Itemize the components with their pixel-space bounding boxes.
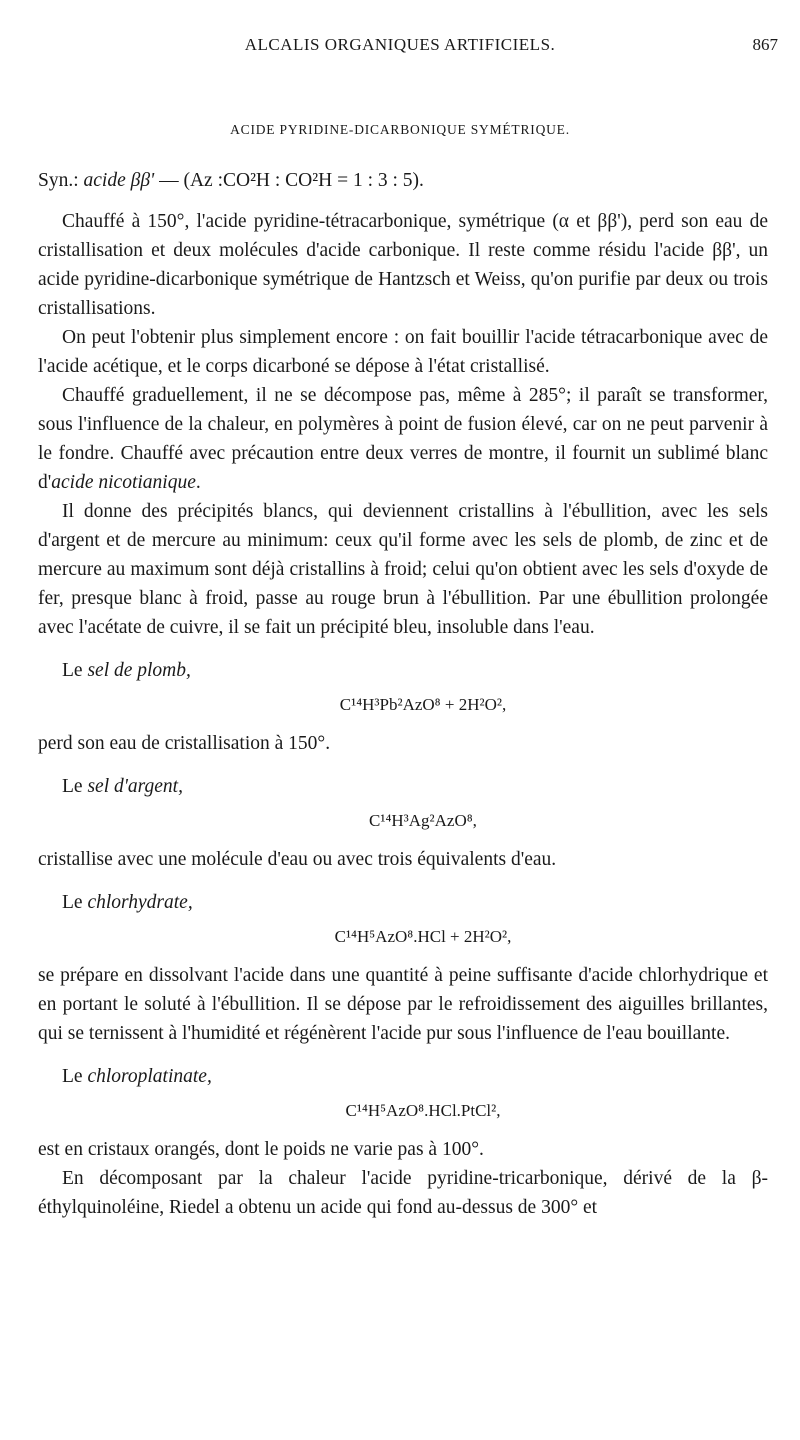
chloroplatinate-text: est en cristaux orangés, dont le poids ne varie pas à 100°. [38,1139,484,1160]
paragraph-sublimation [38,381,768,497]
paragraph-riedel: En décomposant par la chaleur l'acide pyridine-tricarbonique, dérivé de la β-éthylquinoléine, Riedel a obtenu un acide qui fond au-dessus de 300° et [38,1168,768,1218]
lead-salt-label: Le sel de plomb, [62,660,191,681]
lead-salt-text: perd son eau de cristallisation à 150°. [38,733,331,754]
silver-salt-label: Le sel d'argent, [62,776,183,797]
lead-salt-formula: C¹⁴H³Pb²AzO⁸ + 2H²O², [339,695,507,714]
section-title: ACIDE PYRIDINE-DICARBONIQUE SYMÉTRIQUE. [230,122,570,137]
paragraph-precipitates: Il donne des précipités blancs, qui deviennent cristallins à l'ébullition, avec les sels d'argent et de mercure au minimum: ceux qu'il forme avec les sels de plomb, de zinc et de mercure au maximum sont déjà cristallins à froid; celui qu'on obtient avec les sels d'oxyde de fer, presque blanc à froid, passe au rouge brun à l'ébullition. Par une ébullition prolongée avec l'acétate de cuivre, il se fait un précipité bleu, insoluble dans l'eau. [38,501,768,638]
hydrochloride-formula: C¹⁴H⁵AzO⁸.HCl + 2H²O², [334,927,512,946]
paragraph-heating: Chauffé à 150°, l'acide pyridine-tétracarbonique, symétrique (α et ββ'), perd son eau de cristallisation et deux molécules d'acide carbonique. Il reste comme résidu l'acide ββ', un acide pyridine-dicarbonique symétrique de Hantzsch et Weiss, qu'on purifie par deux ou trois cristallisations. [38,211,768,319]
paragraph-sublimation-text: Chauffé graduellement, il ne se décompose pas, même à 285°; il paraît se transformer, sous l'influence de la chaleur, en polymères à point de fusion élevé, car on ne peut parvenir à le fondre. Chauffé avec précaution entre deux verres de montre, il fournit un sublimé blanc d' [38,385,768,493]
synonym-name: acide ββ' [83,170,155,191]
chloroplatinate-label: Le chloroplatinate, [62,1066,212,1087]
page-number: 867 [752,35,778,54]
paragraph-sublimation-end: . [195,472,201,493]
paragraph-preparation: On peut l'obtenir plus simplement encore : on fait bouillir l'acide tétracarbonique avec de l'acide acétique, et le corps dicarboné se dépose à l'état cristallisé. [38,327,768,377]
hydrochloride-text: se prépare en dissolvant l'acide dans une quantité à peine suffisante d'acide chlorhydrique et en portant le soluté à l'ébullition. Il se dépose par le refroidissement des aiguilles brillantes, qui se ternissent à l'humidité et régénèrent l'acide pur sous l'influence de l'eau bouillante. [38,965,768,1044]
synonym-line [38,166,768,195]
body-text [38,166,768,1222]
running-header [0,35,800,57]
silver-salt-text: cristallise avec une molécule d'eau ou avec trois équivalents d'eau. [38,849,557,870]
synonym-prefix: Syn.: [38,170,84,191]
chloroplatinate-formula: C¹⁴H⁵AzO⁸.HCl.PtCl², [345,1101,501,1120]
synonym-formula: — (Az :CO²H : CO²H = 1 : 3 : 5). [154,170,424,191]
running-title: ALCALIS ORGANIQUES ARTIFICIELS. [244,35,556,54]
hydrochloride-label: Le chlorhydrate, [62,892,193,913]
nicotianic-acid-term: acide nicotianique [51,472,196,493]
silver-salt-formula: C¹⁴H³Ag²AzO⁸, [369,811,477,830]
